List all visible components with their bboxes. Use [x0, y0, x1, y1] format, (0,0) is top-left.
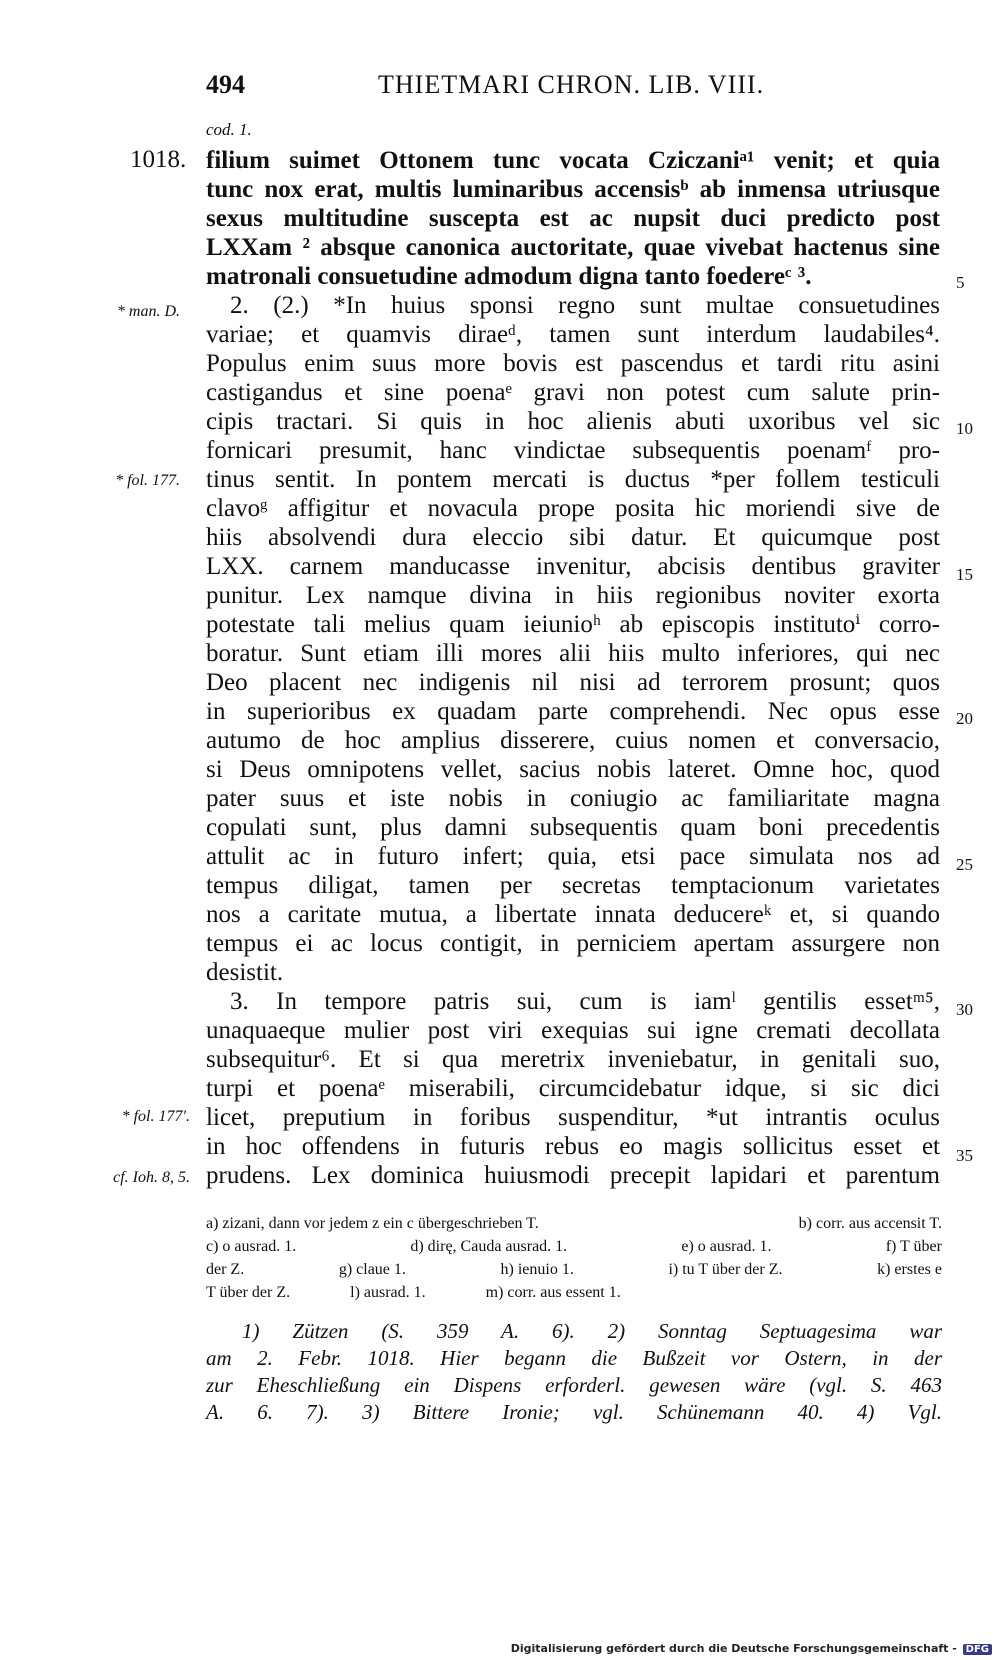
body-line: castigandus et sine poenaᵉ gravi non potest cum salute prin- [206, 379, 940, 406]
line-number: 35 [956, 1146, 973, 1165]
commentary-line: 1) Zützen (S. 359 A. 6). 2) Sonntag Septuagesima war [242, 1319, 942, 1343]
body-line: sexus multitudine suscepta est ac nupsit duci predicto post [206, 205, 940, 232]
body-line: 3. In tempore patris sui, cum is iamˡ gentilis essetᵐ⁵, [230, 988, 940, 1015]
dfg-footer [511, 1642, 992, 1655]
line-number: 10 [956, 419, 973, 438]
body-line: pater suus et iste nobis in coniugio ac familiaritate magna [206, 785, 940, 812]
commentary-notes [206, 1318, 942, 1426]
margin-year: 1018. [130, 146, 187, 173]
margin-cf-ioh: cf. Ioh. 8, 5. [113, 1169, 190, 1186]
body-line: filium suimet Ottonem tunc vocata Cziczaniᵃ¹ venit; et quia [206, 147, 940, 174]
body-line: turpi et poenaᵉ miserabili, circumcidebatur idque, si sic dici [206, 1075, 940, 1102]
footnote: k) erstes e [877, 1261, 942, 1278]
line-number: 5 [956, 273, 965, 292]
body-line: clavoᵍ affigitur et novacula prope posita hic moriendi sive de [206, 495, 940, 522]
footnote: h) ienuio 1. [500, 1261, 574, 1278]
footnote-row [206, 1281, 942, 1304]
body-line: tempus diligat, tamen per secretas temptacionum varietates [206, 872, 940, 899]
body-line: fornicari presumit, hanc vindictae subsequentis poenamᶠ pro- [206, 437, 940, 464]
body-line: licet, preputium in foribus suspenditur, *ut intrantis oculus [206, 1104, 940, 1131]
footnote-row [206, 1212, 942, 1235]
footnote: e) o ausrad. 1. [681, 1238, 772, 1255]
footnote: d) dirę, Cauda ausrad. 1. [410, 1238, 568, 1255]
footnote-row [206, 1235, 942, 1258]
footnote: T über der Z. [206, 1284, 291, 1301]
body-line: tinus sentit. In pontem mercati is ductus *per follem testiculi [206, 466, 940, 493]
footnote: a) zizani, dann vor jedem z ein c übergeschrieben T. [206, 1215, 539, 1232]
body-line: in superioribus ex quadam parte comprehendi. Nec opus esse [206, 698, 940, 725]
body-line: si Deus omnipotens vellet, sacius nobis lateret. Omne hoc, quod [206, 756, 940, 783]
footnote: c) o ausrad. 1. [206, 1238, 297, 1255]
body-line: nos a caritate mutua, a libertate innata deducereᵏ et, si quando [206, 901, 940, 928]
running-head: THIETMARI CHRON. LIB. VIII. [378, 70, 765, 99]
margin-fol-177: * fol. 177. [115, 472, 180, 489]
body-line: autumo de hoc amplius disserere, cuius nomen et conversacio, [206, 727, 940, 754]
body-line: punitur. Lex namque divina in hiis regionibus noviter exorta [206, 582, 940, 609]
line-number: 30 [956, 1000, 973, 1019]
body-line: tunc nox erat, multis luminaribus accensisᵇ ab inmensa utriusque [206, 176, 940, 203]
line-number: 25 [956, 855, 973, 874]
body-line: unaquaeque mulier post viri exequias sui igne cremati decollata [206, 1017, 940, 1044]
footnote: i) tu T über der Z. [668, 1261, 783, 1278]
body-line: boratur. Sunt etiam illi mores alii hiis multo inferiores, qui nec [206, 640, 940, 667]
body-line: LXX. carnem manducasse invenitur, abcisis dentibus graviter [206, 553, 940, 580]
commentary-line: am 2. Febr. 1018. Hier begann die Bußzeit vor Ostern, in der [206, 1346, 942, 1370]
footnote: f) T über [885, 1238, 942, 1255]
margin-man-d: * man. D. [116, 303, 180, 320]
body-line: matronali consuetudine admodum digna tanto foedereᶜ ³. [206, 263, 812, 290]
footnote: l) ausrad. 1. [350, 1284, 426, 1301]
dfg-footer-text: Digitalisierung gefördert durch die Deutsche Forschungsgemeinschaft - [510, 1642, 957, 1655]
body-line: desistit. [206, 959, 284, 986]
footnote: g) claue 1. [338, 1261, 406, 1278]
body-line: potestate tali melius quam ieiunioʰ ab episcopis institutoⁱ corro- [206, 611, 940, 638]
cod-note: cod. 1. [206, 120, 252, 139]
footnote: m) corr. aus essent 1. [485, 1284, 621, 1301]
body-line: tempus ei ac locus contigit, in perniciem apertam assurgere non [206, 930, 940, 957]
line-number: 15 [956, 565, 973, 584]
body-line: 2. (2.) *In huius sponsi regno sunt multae consuetudines [230, 292, 940, 319]
body-line: LXXam ² absque canonica auctoritate, quae vivebat hactenus sine [206, 234, 940, 261]
body-line: prudens. Lex dominica huiusmodi precepit lapidari et parentum [206, 1162, 940, 1189]
footnote: der Z. [206, 1261, 245, 1278]
body-line: attulit ac in futuro infert; quia, etsi pace simulata nos ad [206, 843, 940, 870]
text-critical-footnotes [206, 1212, 942, 1304]
dfg-logo: DFG [963, 1644, 992, 1655]
body-line: subsequitur⁶. Et si qua meretrix inveniebatur, in genitali suo, [206, 1046, 940, 1073]
commentary-line: A. 6. 7). 3) Bittere Ironie; vgl. Schünemann 40. 4) Vgl. [206, 1400, 942, 1424]
line-number: 20 [956, 709, 973, 728]
body-line: Deo placent nec indigenis nil nisi ad terrorem prosunt; quos [206, 669, 940, 696]
body-line: variae; et quamvis diraeᵈ, tamen sunt interdum laudabiles⁴. [206, 321, 940, 348]
footnote: b) corr. aus accensit T. [798, 1215, 942, 1232]
body-line: Populus enim suus more bovis est pascendus et tardi ritu asini [206, 350, 940, 377]
commentary-line: zur Eheschließung ein Dispens erforderl. gewesen wäre (vgl. S. 463 [206, 1373, 942, 1397]
margin-fol-177b: * fol. 177′. [121, 1108, 190, 1125]
body-line: in hoc offendens in futuris rebus eo magis sollicitus esset et [206, 1133, 940, 1160]
body-line: copulati sunt, plus damni subsequentis quam boni precedentis [206, 814, 940, 841]
body-line: cipis tractari. Si quis in hoc alienis abuti uxoribus vel sic [206, 408, 940, 435]
page-number: 494 [206, 70, 245, 99]
body-line: hiis absolvendi dura eleccio sibi datur. Et quicumque post [206, 524, 940, 551]
footnote-row [206, 1258, 942, 1281]
